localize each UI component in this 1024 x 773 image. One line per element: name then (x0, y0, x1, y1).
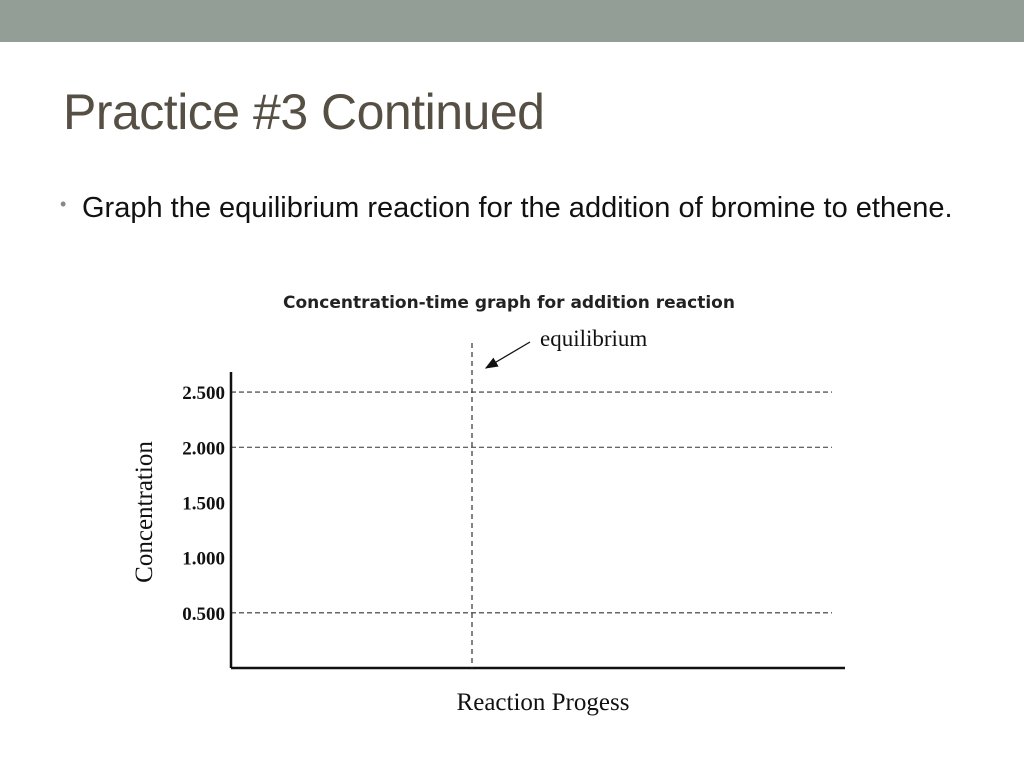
y-tick-label: 0.500 (182, 603, 225, 625)
y-tick-label: 1.000 (182, 548, 225, 570)
y-tick-label: 2.000 (182, 438, 225, 460)
slide-title: Practice #3 Continued (63, 84, 545, 140)
equilibrium-arrow (486, 342, 530, 368)
y-tick-labels (182, 383, 225, 625)
y-axis-label: Concentration (131, 441, 158, 583)
bullet-dot-icon: • (60, 194, 67, 214)
bullet-text: Graph the equilibrium reaction for the addition of bromine to ethene. (82, 192, 953, 224)
x-axis-label: Reaction Progess (456, 689, 630, 716)
gridlines (231, 392, 832, 613)
chart-title: Concentration-time graph for addition reaction (283, 293, 735, 313)
y-tick-label: 2.500 (182, 383, 225, 405)
y-tick-label: 1.500 (182, 493, 225, 515)
equilibrium-annotation: equilibrium (540, 326, 648, 351)
